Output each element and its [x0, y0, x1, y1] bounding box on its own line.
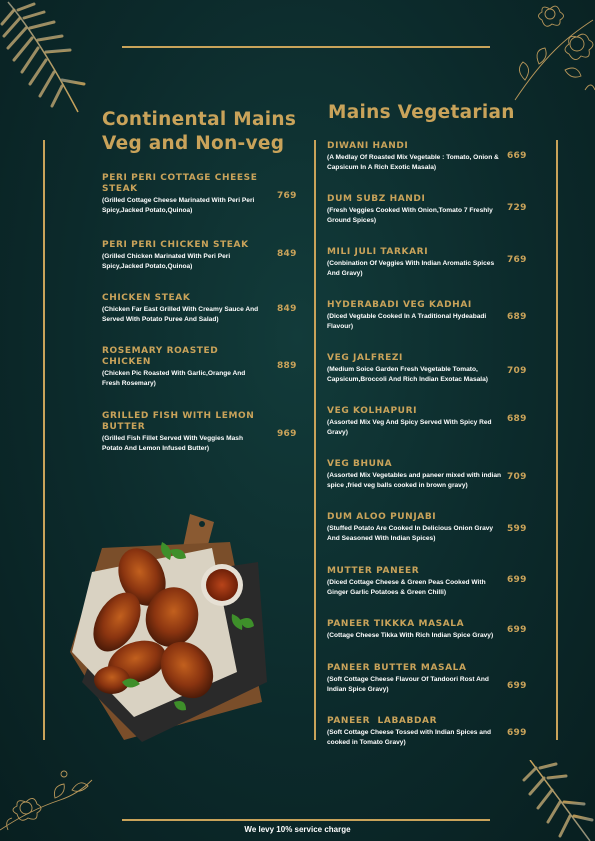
item-price: 969 — [277, 429, 297, 439]
middle-divider-line — [314, 140, 316, 740]
item-price: 729 — [507, 203, 527, 213]
bottom-divider — [122, 819, 490, 821]
item-description: (Stuffed Potato Are Cooked In Delicious Onion Gravy And Seasoned With Indian Spices) — [327, 525, 494, 542]
menu-item — [327, 141, 502, 172]
item-name: DUM SUBZ HANDI — [327, 194, 426, 204]
item-description: (Grilled Cottage Cheese Marinated With Peri Peri Spicy,Jacked Potato,Quinoa) — [102, 197, 255, 214]
item-price: 849 — [277, 249, 297, 259]
flower-outline-icon — [505, 0, 595, 105]
item-name: PERI PERI CHICKEN STEAK — [102, 240, 249, 250]
item-name: MUTTER PANEER — [327, 566, 420, 576]
menu-item — [102, 411, 262, 453]
menu-item — [102, 240, 262, 271]
item-price: 699 — [507, 681, 527, 691]
item-name: PANEER BUTTER MASALA — [327, 663, 467, 673]
item-price: 689 — [507, 312, 527, 322]
item-name: CHICKEN STEAK — [102, 293, 191, 303]
right-border-line — [556, 140, 558, 740]
item-price: 699 — [507, 625, 527, 635]
menu-item — [102, 173, 262, 215]
item-price: 709 — [507, 472, 527, 482]
item-description: (Soft Cottage Cheese Flavour Of Tandoori Rost And Indian Spice Gravy) — [327, 676, 489, 693]
section-title-line1: Continental Mains — [102, 109, 297, 130]
menu-item — [327, 566, 502, 597]
item-price: 669 — [507, 151, 527, 161]
section-title-vegetarian: Mains Vegetarian — [328, 102, 515, 123]
menu-item — [327, 663, 502, 694]
item-price: 599 — [507, 524, 527, 534]
item-price: 769 — [277, 191, 297, 201]
item-name: ROSEMARY ROASTED CHICKEN — [102, 346, 219, 367]
item-description: (Cottage Cheese Tikka With Rich Indian Spice Gravy) — [327, 632, 494, 639]
item-price: 889 — [277, 361, 297, 371]
menu-item — [327, 406, 502, 437]
menu-item — [327, 716, 502, 747]
left-border-line — [43, 140, 45, 740]
item-description: (Medium Soice Garden Fresh Vegetable Tomato, Capsicum,Broccoli And Rich Indian Exotac Masala) — [327, 366, 488, 383]
item-name: PANEER LABABDAR — [327, 716, 438, 726]
section-title-continental — [102, 108, 312, 156]
item-description: (Assorted Mix Vegetables and paneer mixed with indian spice ,fried veg balls cooked in brown gravy) — [327, 472, 502, 489]
chicken-wings-image — [62, 502, 272, 747]
item-name: MILI JULI TARKARI — [327, 247, 429, 257]
menu-item — [102, 346, 262, 388]
item-description: (Chicken Pic Roasted With Garlic,Orange And Fresh Rosemary) — [102, 370, 246, 387]
item-description: (Fresh Veggies Cooked With Onion,Tomato 7 Freshly Ground Spices) — [327, 207, 493, 224]
item-description: (Conbination Of Veggies With Indian Aromatic Spices And Gravy) — [327, 260, 495, 277]
menu-item — [327, 459, 502, 490]
item-price: 689 — [507, 414, 527, 424]
menu-item — [327, 194, 502, 225]
item-name: VEG BHUNA — [327, 459, 393, 469]
section-title-line2: Veg and Non-veg — [102, 133, 285, 154]
item-name: PERI PERI COTTAGE CHEESE STEAK — [102, 173, 258, 194]
item-name: DIWANI HANDI — [327, 141, 409, 151]
item-description: (Soft Cottage Cheese Tossed with Indian Spices and cooked in Tomato Gravy) — [327, 729, 492, 746]
item-name: PANEER TIKKKA MASALA — [327, 619, 465, 629]
menu-item — [102, 293, 262, 324]
top-divider — [122, 46, 490, 48]
item-price: 849 — [277, 304, 297, 314]
menu-item — [327, 353, 502, 384]
palm-leaf-icon — [0, 0, 95, 120]
item-description: (Grilled Fish Fillet Served With Veggies Mash Potato And Lemon Infused Butter) — [102, 435, 244, 452]
item-description: (Diced Vegtable Cooked In A Traditional Hydeabadi Flavour) — [327, 313, 487, 330]
item-price: 709 — [507, 366, 527, 376]
item-name: HYDERABADI VEG KADHAI — [327, 300, 472, 310]
item-name: GRILLED FISH WITH LEMON BUTTER — [102, 411, 255, 432]
item-description: (Diced Cottage Cheese & Green Peas Cooked With Ginger Garlic Potatoes & Green Chilli) — [327, 579, 486, 596]
item-description: (Grilled Chicken Marinated With Peri Peri Spicy,Jacked Potato,Quinoa) — [102, 253, 231, 270]
menu-item — [327, 300, 502, 331]
item-name: VEG JALFREZI — [327, 353, 403, 363]
item-name: DUM ALOO PUNJABI — [327, 512, 437, 522]
item-description: (Chicken Far East Grilled With Creamy Sauce And Served With Potato Puree And Salad) — [102, 306, 259, 323]
menu-item — [327, 247, 502, 278]
item-description: (Assorted Mix Veg And Spicy Served With Spicy Red Gravy) — [327, 419, 492, 436]
service-charge-note: We levy 10% service charge — [244, 825, 351, 834]
item-price: 769 — [507, 255, 527, 265]
menu-item — [327, 619, 502, 641]
item-price: 699 — [507, 728, 527, 738]
item-description: (A Medlay Of Roasted Mix Vegetable : Tomato, Onion & Capsicum In A Rich Exotic Masala) — [327, 154, 499, 171]
item-price: 699 — [507, 575, 527, 585]
item-name: VEG KOLHAPURI — [327, 406, 418, 416]
menu-item — [327, 512, 502, 543]
